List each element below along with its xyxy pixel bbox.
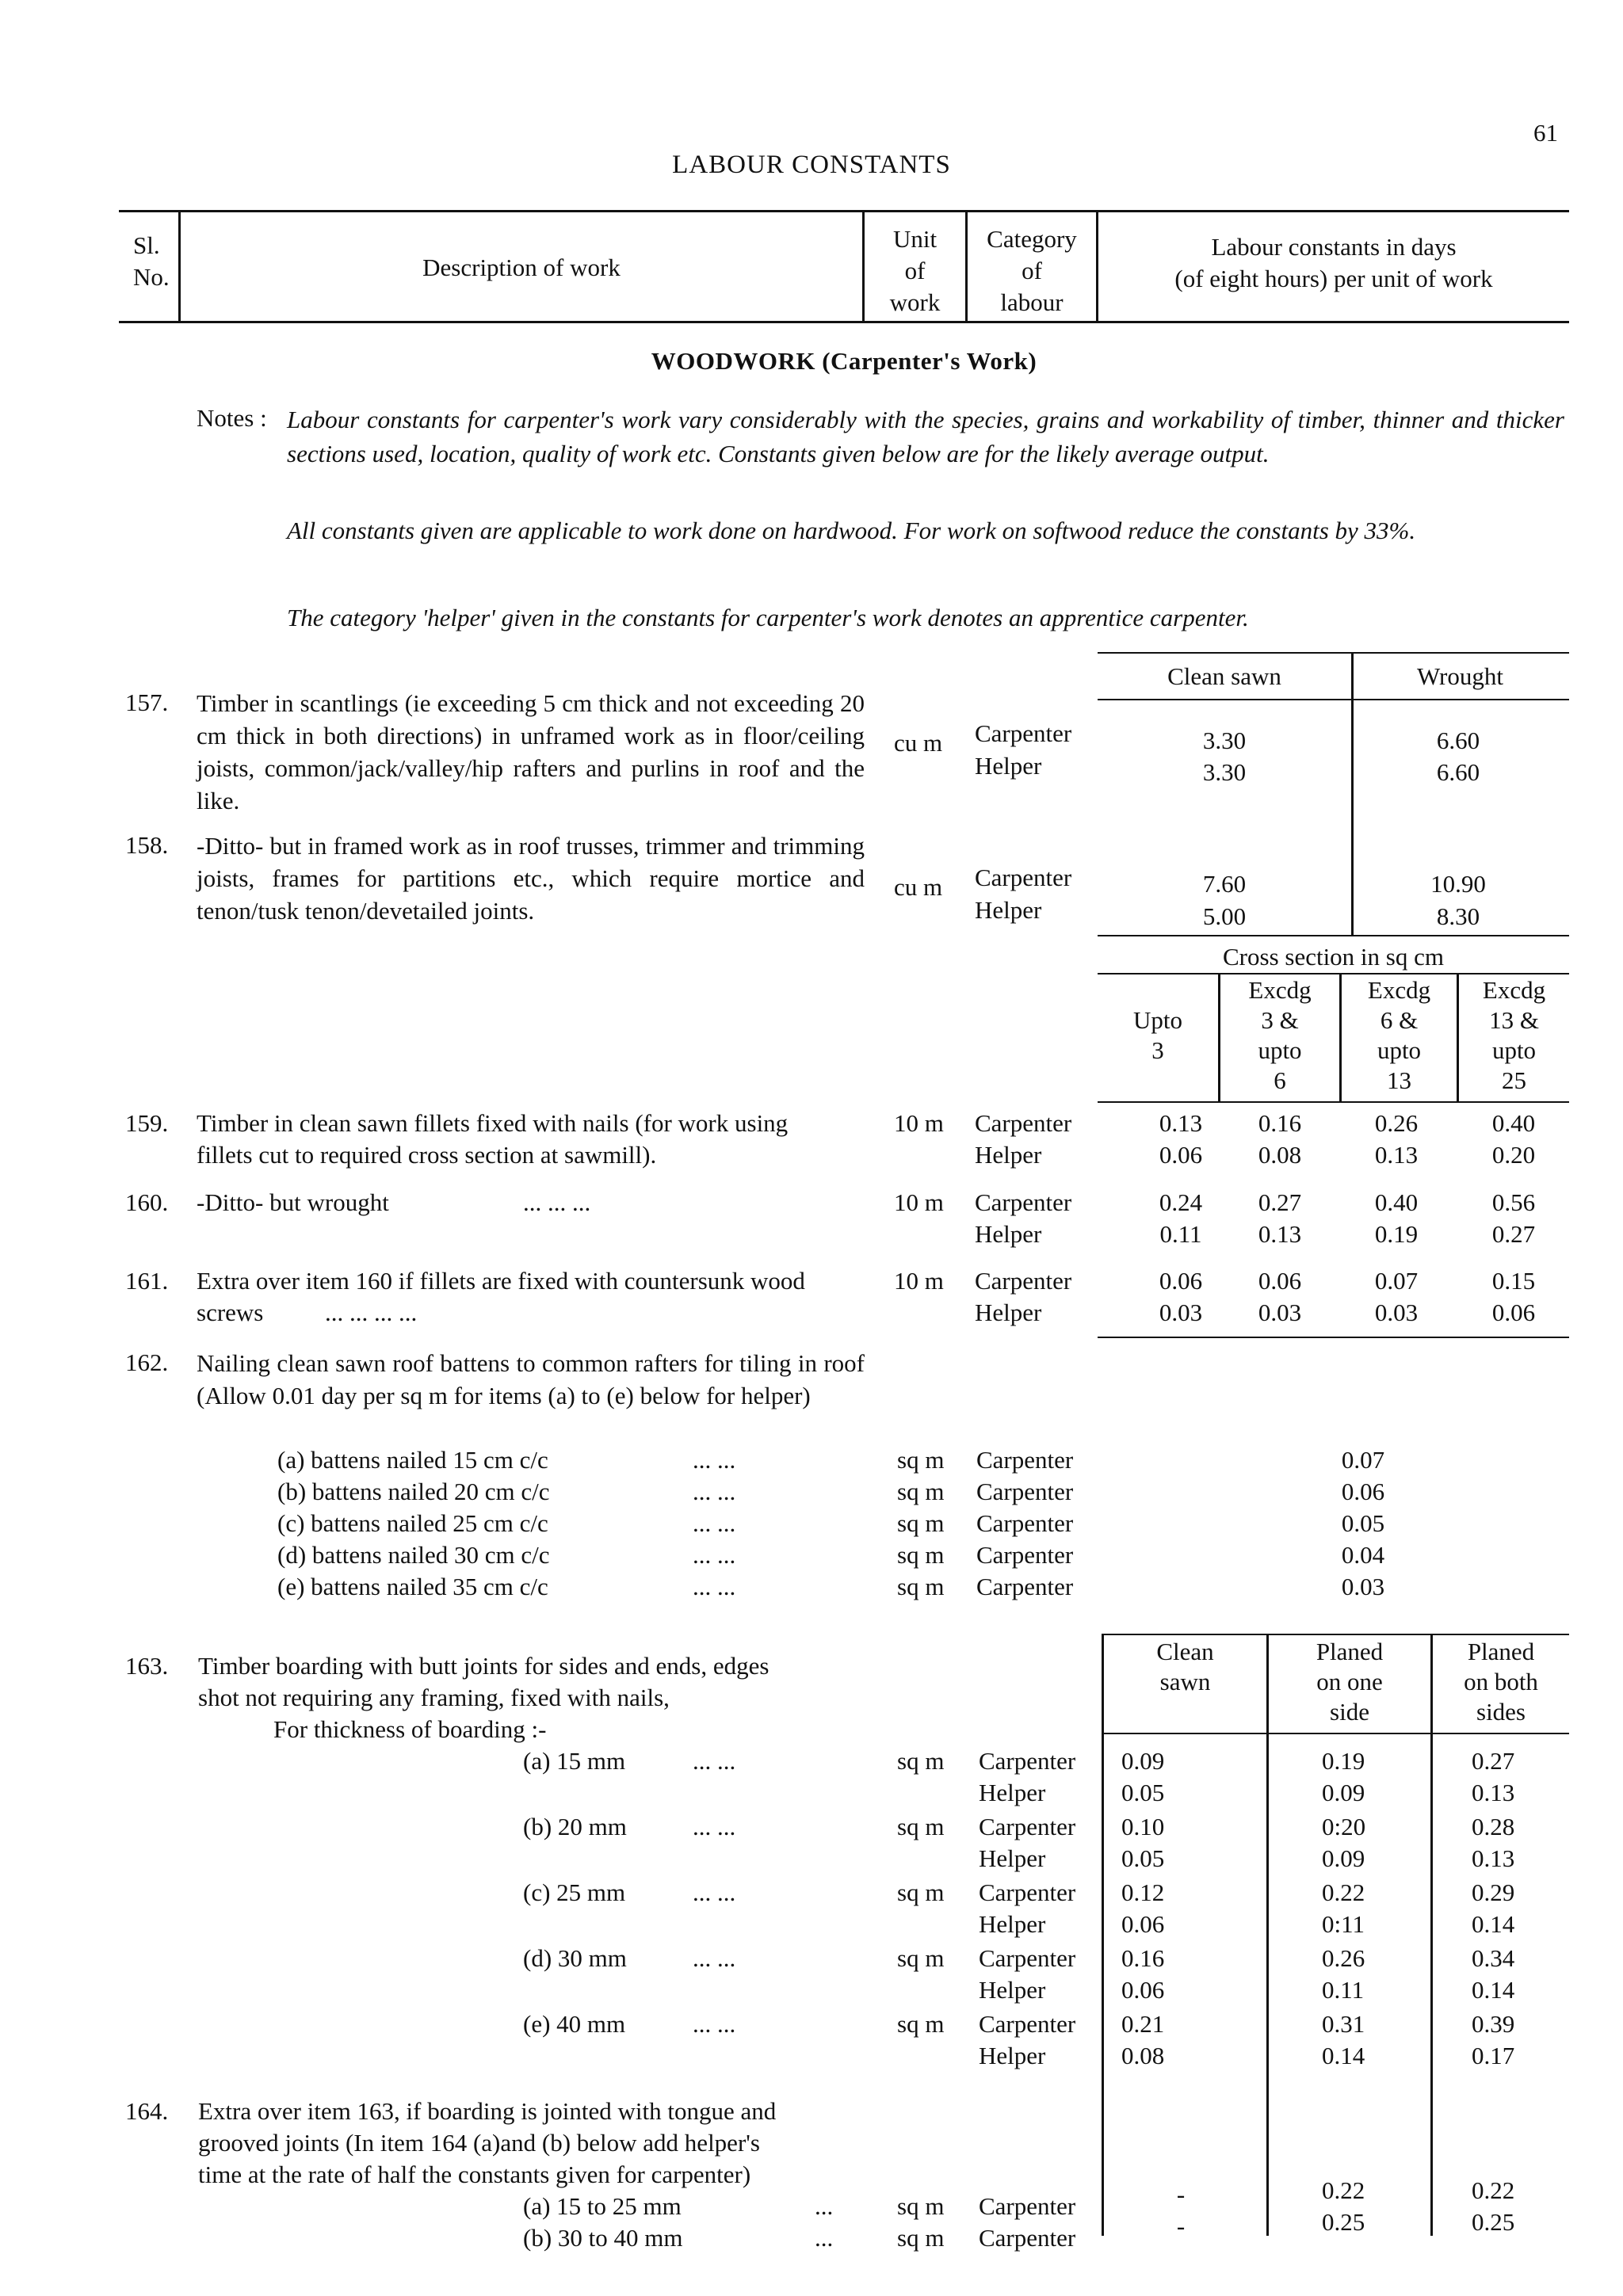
value-cell: 0.22 <box>1322 2176 1365 2204</box>
item-category: Carpenter <box>979 1747 1076 1775</box>
item-category: Carpenter <box>979 1878 1076 1906</box>
item-description: -Ditto- but in framed work as in roof trusses, trimmer and trimming joists, frames for partitions etc., which require mortice and tenon/tusk tenon/devetailed joints. <box>197 832 865 925</box>
section-title: WOODWORK (Carpenter's Work) <box>651 347 1037 375</box>
header-top-rule <box>119 210 1569 212</box>
header-unit: Unit <box>892 225 938 253</box>
value-cell: 0.13 <box>1159 1109 1203 1137</box>
value-cell: 0.03 <box>1159 1299 1203 1326</box>
leader-dots: ... <box>815 2224 834 2252</box>
notes-paragraph: Labour constants for carpenter's work vary considerably with the species, grains and workability of timber, thinner and thicker sections used, location, quality of work etc. Constants given below are for the likely average output. <box>287 406 1564 467</box>
col-13-25: 13 & <box>1489 1006 1539 1034</box>
block1-header-rule <box>1098 699 1569 700</box>
col-13-25: Excdg <box>1482 976 1546 1004</box>
item-number: 159. <box>125 1109 169 1137</box>
item-unit: sq m <box>897 2224 945 2252</box>
sub-item-label: (b) 30 to 40 mm <box>523 2224 683 2252</box>
value-cell: 0.19 <box>1374 1220 1419 1248</box>
item-number: 164. <box>125 2097 169 2125</box>
value-cell: 3.30 <box>1202 727 1247 754</box>
item-category: Carpenter <box>979 1813 1076 1840</box>
sub-item-label: (b) battens nailed 20 cm c/c <box>277 1478 550 1505</box>
value-cell: 0.08 <box>1121 2042 1165 2069</box>
block1-bottom-rule <box>1098 935 1569 936</box>
item-number: 160. <box>125 1188 169 1216</box>
leader-dots: ... ... <box>693 1509 736 1537</box>
value-cell: 0.06 <box>1121 1910 1165 1938</box>
sub-item-label: (d) 30 mm <box>523 1944 627 1972</box>
value-cell: 5.00 <box>1202 902 1247 930</box>
sub-item-label: (d) battens nailed 30 cm c/c <box>277 1541 550 1569</box>
value-cell: 0.06 <box>1258 1267 1302 1295</box>
col-3-6: upto <box>1258 1036 1302 1064</box>
item-category: Carpenter <box>975 719 1072 747</box>
block3-top-rule <box>1102 1634 1569 1635</box>
item-category: Helper <box>979 2042 1046 2069</box>
leader-dots: ... ... <box>693 1446 736 1474</box>
sub-item-label: (a) 15 mm <box>523 1747 626 1775</box>
item-category: Carpenter <box>979 2010 1076 2038</box>
block3-header-rule <box>1102 1733 1569 1734</box>
value-cell: 10.90 <box>1430 870 1486 898</box>
item-number: 163. <box>125 1652 169 1680</box>
header-unit: work <box>889 288 941 316</box>
item-unit: sq m <box>897 1509 945 1537</box>
value-cell: 0.03 <box>1341 1573 1385 1600</box>
item-category: Carpenter <box>976 1509 1074 1537</box>
value-cell: 0.28 <box>1472 1813 1515 1840</box>
item-category: Carpenter <box>976 1541 1074 1569</box>
col-6-13: 13 <box>1387 1066 1411 1094</box>
value-cell: 0.06 <box>1491 1299 1536 1326</box>
item-category: Carpenter <box>975 1267 1072 1295</box>
value-cell: 0.25 <box>1322 2208 1365 2236</box>
item-unit: sq m <box>897 1878 945 1906</box>
value-cell: 0.09 <box>1322 1779 1365 1806</box>
leader-dots: ... ... <box>693 1878 736 1906</box>
col-planed-one-side: side <box>1330 1698 1369 1726</box>
item-description: time at the rate of half the constants given for carpenter) <box>198 2161 751 2188</box>
value-cell: 0.27 <box>1491 1220 1536 1248</box>
item-unit: sq m <box>897 1944 945 1972</box>
value-cell: 0.09 <box>1322 1844 1365 1872</box>
value-cell: 0.07 <box>1341 1446 1385 1474</box>
item-description: Extra over item 163, if boarding is jointed with tongue and <box>198 2097 777 2125</box>
col-upto-3: Upto <box>1133 1006 1182 1034</box>
item-unit: cu m <box>894 729 943 757</box>
value-cell: 0.07 <box>1374 1267 1419 1295</box>
block1-top-rule <box>1098 652 1569 654</box>
value-cell: 0.06 <box>1159 1267 1203 1295</box>
value-cell: 0.06 <box>1121 1976 1165 2004</box>
value-cell: 0.56 <box>1491 1188 1536 1216</box>
sub-item-label: (a) 15 to 25 mm <box>523 2192 682 2220</box>
col-upto-3: 3 <box>1151 1036 1164 1064</box>
value-cell: 0.14 <box>1472 1976 1515 2004</box>
value-cell: 0.11 <box>1159 1220 1202 1248</box>
leader-dots: ... ... <box>693 1944 736 1972</box>
item-category: Carpenter <box>976 1446 1074 1474</box>
value-cell: 0.26 <box>1322 1944 1365 1972</box>
page-title: LABOUR CONSTANTS <box>672 151 951 179</box>
header-bottom-rule <box>119 321 1569 323</box>
item-category: Helper <box>975 1299 1042 1326</box>
item-unit: sq m <box>897 2192 945 2220</box>
col-planed-both-sides: Planed <box>1467 1638 1535 1665</box>
value-cell: 0:11 <box>1322 1910 1365 1938</box>
value-cell: 0.10 <box>1121 1813 1165 1840</box>
value-cell: 0.22 <box>1472 2176 1515 2204</box>
item-unit: 10 m <box>894 1267 944 1295</box>
value-cell: 0.40 <box>1374 1188 1419 1216</box>
value-cell: 8.30 <box>1436 902 1480 930</box>
item-category: Carpenter <box>979 2192 1076 2220</box>
leader-dots: ... ... <box>693 1541 736 1569</box>
value-cell: 0.15 <box>1491 1267 1536 1295</box>
value-cell: 0.25 <box>1472 2208 1515 2236</box>
item-description: -Ditto- but wrought <box>197 1188 389 1216</box>
value-cell: 3.30 <box>1202 758 1247 786</box>
col-3-6: 3 & <box>1261 1006 1299 1034</box>
item-description: For thickness of boarding :- <box>273 1715 547 1743</box>
item-category: Helper <box>979 1910 1046 1938</box>
value-cell: 0.22 <box>1322 1878 1365 1906</box>
item-description: screws <box>197 1299 264 1326</box>
col-wrought: Wrought <box>1417 662 1503 690</box>
header-labour-constants: Labour constants in days <box>1211 233 1457 261</box>
col-clean-sawn: Clean sawn <box>1167 662 1281 690</box>
value-cell: 0.13 <box>1472 1779 1515 1806</box>
col-clean-sawn: Clean <box>1156 1638 1214 1665</box>
block2-header-bottom-rule <box>1098 1101 1569 1103</box>
item-number: 161. <box>125 1267 169 1295</box>
value-cell: 0.27 <box>1472 1747 1515 1775</box>
header-labour-constants: (of eight hours) per unit of work <box>1174 265 1493 292</box>
page-number: 61 <box>1533 119 1558 147</box>
header-unit: of <box>904 257 926 284</box>
value-cell: 0.06 <box>1341 1478 1385 1505</box>
item-description: Nailing clean sawn roof battens to common rafters for tiling in roof (Allow 0.01 day per sq m for items (a) to (e) below for helper) <box>197 1349 865 1409</box>
value-cell: 0:20 <box>1322 1813 1366 1840</box>
item-category: Helper <box>979 1976 1046 2004</box>
value-cell: 0.13 <box>1258 1220 1302 1248</box>
item-unit: 10 m <box>894 1109 944 1137</box>
item-category: Helper <box>975 896 1042 924</box>
item-description: shot not requiring any framing, fixed with nails, <box>198 1684 670 1711</box>
item-category: Helper <box>975 1220 1042 1248</box>
value-cell: 6.60 <box>1436 727 1480 754</box>
value-cell: 0.11 <box>1322 1976 1365 2004</box>
header-sl: Sl. <box>133 231 160 259</box>
value-cell: 0.12 <box>1121 1878 1165 1906</box>
leader-dots: ... <box>815 2192 834 2220</box>
value-cell: 0.08 <box>1258 1141 1302 1169</box>
notes-paragraph: All constants given are applicable to work done on hardwood. For work on softwood reduce the constants by 33%. <box>287 517 1416 544</box>
col-planed-one-side: Planed <box>1316 1638 1384 1665</box>
notes-label: Notes : <box>197 404 267 432</box>
item-category: Helper <box>975 752 1042 780</box>
value-cell: 0.39 <box>1472 2010 1515 2038</box>
item-number: 157. <box>125 688 169 716</box>
header-category: Category <box>987 225 1077 253</box>
item-unit: sq m <box>897 1478 945 1505</box>
sub-item-label: (c) battens nailed 25 cm c/c <box>277 1509 548 1537</box>
value-cell: 0.26 <box>1374 1109 1419 1137</box>
value-cell: 0.19 <box>1322 1747 1365 1775</box>
sub-item-label: (e) battens nailed 35 cm c/c <box>277 1573 548 1600</box>
item-unit: sq m <box>897 2010 945 2038</box>
block2-bottom-rule <box>1098 1337 1569 1338</box>
value-cell: - <box>1176 2180 1186 2208</box>
value-cell: 0.13 <box>1374 1141 1419 1169</box>
item-description: Timber in scantlings (ie exceeding 5 cm thick and not exceeding 20 cm thick in both directions) in unframed work as in floor/ceiling joists, common/jack/valley/hip rafters and purlins in roof and the like. <box>197 689 865 814</box>
header-category: labour <box>1000 288 1064 316</box>
item-description: Timber in clean sawn fillets fixed with nails (for work using <box>197 1109 789 1137</box>
item-category: Carpenter <box>979 2224 1076 2252</box>
item-description: fillets cut to required cross section at sawmill). <box>197 1141 657 1169</box>
item-unit: sq m <box>897 1747 945 1775</box>
leader-dots: ... ... <box>693 1478 736 1505</box>
col-13-25: upto <box>1491 1036 1537 1064</box>
value-cell: 0.27 <box>1258 1188 1302 1216</box>
col-6-13: upto <box>1377 1036 1422 1064</box>
notes-paragraph: The category 'helper' given in the constants for carpenter's work denotes an apprentice carpenter. <box>287 604 1249 631</box>
block3-divider <box>1102 1634 1104 2236</box>
leader-dots: ... ... <box>693 2010 736 2038</box>
value-cell: 0.03 <box>1258 1299 1302 1326</box>
value-cell: 0.29 <box>1472 1878 1515 1906</box>
col-clean-sawn: sawn <box>1159 1668 1211 1695</box>
item-category: Carpenter <box>975 1188 1072 1216</box>
value-cell: 0.21 <box>1121 2010 1165 2038</box>
item-unit: sq m <box>897 1446 945 1474</box>
value-cell: 0.06 <box>1159 1141 1203 1169</box>
item-category: Helper <box>975 1141 1042 1169</box>
header-description: Description of work <box>422 254 621 281</box>
value-cell: 0.05 <box>1121 1779 1165 1806</box>
header-category: of <box>1022 257 1042 284</box>
item-category: Helper <box>979 1844 1046 1872</box>
value-cell: 0.13 <box>1472 1844 1515 1872</box>
item-number: 162. <box>125 1348 169 1376</box>
col-6-13: Excdg <box>1367 976 1431 1004</box>
item-category: Carpenter <box>976 1573 1074 1600</box>
item-category: Carpenter <box>976 1478 1074 1505</box>
item-category: Carpenter <box>975 864 1072 891</box>
sub-item-label: (e) 40 mm <box>523 2010 626 2038</box>
sub-item-label: (c) 25 mm <box>523 1878 626 1906</box>
item-unit: sq m <box>897 1813 945 1840</box>
item-unit: sq m <box>897 1541 945 1569</box>
item-category: Carpenter <box>979 1944 1076 1972</box>
col-13-25: 25 <box>1502 1066 1526 1094</box>
value-cell: 0.05 <box>1341 1509 1385 1537</box>
item-number: 158. <box>125 831 169 859</box>
leader-dots: ... ... ... <box>523 1188 591 1216</box>
value-cell: 0.20 <box>1491 1141 1536 1169</box>
leader-dots: ... ... <box>693 1573 736 1600</box>
item-description: grooved joints (In item 164 (a)and (b) below add helper's <box>198 2129 760 2157</box>
col-6-13: 6 & <box>1380 1006 1419 1034</box>
value-cell: 0.09 <box>1121 1747 1165 1775</box>
col-3-6: 6 <box>1274 1066 1286 1094</box>
value-cell: 0.16 <box>1258 1109 1302 1137</box>
value-cell: 0.14 <box>1322 2042 1365 2069</box>
item-description: Timber boarding with butt joints for sides and ends, edges <box>198 1652 769 1680</box>
leader-dots: ... ... <box>693 1813 736 1840</box>
value-cell: 7.60 <box>1202 870 1247 898</box>
item-description: Extra over item 160 if fillets are fixed with countersunk wood <box>197 1267 805 1295</box>
value-cell: 0.16 <box>1121 1944 1165 1972</box>
leader-dots: ... ... <box>693 1747 736 1775</box>
block1-divider <box>1351 652 1354 935</box>
value-cell: 0.24 <box>1159 1188 1203 1216</box>
value-cell: 0.31 <box>1322 2010 1365 2038</box>
col-planed-both-sides: on both <box>1464 1668 1538 1695</box>
value-cell: 0.14 <box>1472 1910 1515 1938</box>
cross-section-header: Cross section in sq cm <box>1223 943 1444 971</box>
value-cell: 0.05 <box>1121 1844 1165 1872</box>
item-unit: cu m <box>894 873 943 901</box>
leader-dots: ... ... ... ... <box>325 1299 418 1326</box>
col-3-6: Excdg <box>1248 976 1312 1004</box>
value-cell: 0.34 <box>1472 1944 1515 1972</box>
item-category: Helper <box>979 1779 1046 1806</box>
value-cell: 0.04 <box>1341 1541 1385 1569</box>
item-unit: sq m <box>897 1573 945 1600</box>
sub-item-label: (b) 20 mm <box>523 1813 627 1840</box>
value-cell: 0.03 <box>1374 1299 1419 1326</box>
item-unit: 10 m <box>894 1188 944 1216</box>
value-cell: - <box>1176 2212 1186 2240</box>
value-cell: 6.60 <box>1436 758 1480 786</box>
item-category: Carpenter <box>975 1109 1072 1137</box>
value-cell: 0.17 <box>1472 2042 1515 2069</box>
sub-item-label: (a) battens nailed 15 cm c/c <box>277 1446 548 1474</box>
header-no: No. <box>133 263 170 291</box>
value-cell: 0.40 <box>1491 1109 1536 1137</box>
col-planed-both-sides: sides <box>1476 1698 1526 1726</box>
col-planed-one-side: on one <box>1316 1668 1383 1695</box>
